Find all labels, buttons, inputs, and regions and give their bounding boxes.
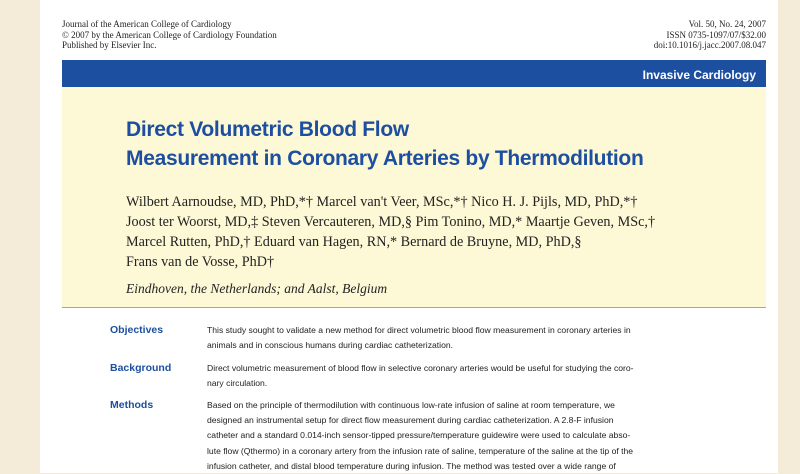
author-line-2: Joost ter Woorst, MD,‡ Steven Vercauteren, MD,§ Pim Tonino, MD,* Maartje Geven, MSc,† [126,214,656,230]
methods-text [207,398,742,474]
section-band [62,60,766,87]
background-line: nary circulation. [207,378,268,389]
author-list [126,192,655,272]
background-label: Background [110,362,172,374]
methods-line: lute flow (Qthermo) in a coronary artery from the infusion rate of saline, temperature of the saline at the tip of the [207,445,634,456]
journal-name: Journal of the American College of Cardiology [62,19,232,29]
journal-header-right [654,19,766,51]
author-line-3: Marcel Rutten, PhD,† Eduard van Hagen, RN,* Bernard de Bruyne, MD, PhD,§ [126,234,582,250]
objectives-line: animals and in conscious humans during cardiac catheterization. [207,340,454,351]
methods-label: Methods [110,399,154,411]
abstract-divider [62,307,766,308]
title-line-2: Measurement in Coronary Arteries by Thermodilution [126,147,644,170]
journal-header-left [62,19,277,51]
methods-line: Based on the principle of thermodilution with continuous low-rate infusion of saline at room temperature, we [207,400,615,410]
background-text [207,361,742,391]
author-line-4: Frans van de Vosse, PhD† [126,254,275,270]
volume-line: Vol. 50, No. 24, 2007 [688,19,766,29]
objectives-line: This study sought to validate a new method for direct volumetric blood flow measurement in coronary arteries in [207,325,631,335]
title-block [62,87,766,307]
objectives-label: Objectives [110,324,164,336]
objectives-text [207,323,742,353]
issn-line: ISSN 0735-1097/07/$32.00 [666,29,766,40]
title-line-1: Direct Volumetric Blood Flow [126,118,409,141]
section-label: Invasive Cardiology [642,68,756,82]
methods-line: infusion catheter, and distal blood temperature during infusion. The method was tested over a wide range of [207,460,616,471]
copyright-line: © 2007 by the American College of Cardiology Foundation [62,29,277,40]
article-page [40,0,778,473]
doi-line: doi:10.1016/j.jacc.2007.08.047 [653,40,766,50]
publisher-line: Published by Elsevier Inc. [62,40,157,50]
affiliation: Eindhoven, the Netherlands; and Aalst, Belgium [126,281,388,296]
methods-line: catheter and a standard 0.014-inch sensor-tipped pressure/temperature guidewire were used to calculate abso- [207,430,631,441]
author-line-1: Wilbert Aarnoudse, MD, PhD,*† Marcel van't Veer, MSc,*† Nico H. J. Pijls, MD, PhD,*† [126,194,638,210]
background-line: Direct volumetric measurement of blood flow in selective coronary arteries would be useful for studying the coro- [207,363,634,373]
methods-line: designed an instrumental setup for direct flow measurement during cardiac catheterization. A 2.8-F infusion [207,415,614,426]
article-title [126,115,644,173]
